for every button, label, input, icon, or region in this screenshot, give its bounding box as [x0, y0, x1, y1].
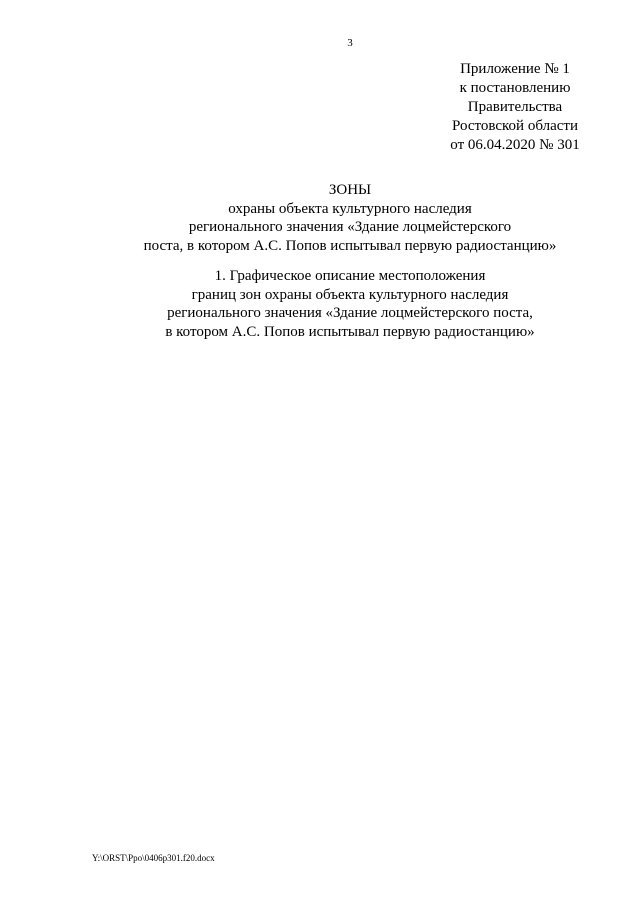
section-line: границ зон охраны объекта культурного наследия [191, 286, 509, 303]
section-line: регионального значения «Здание лоцмейстерского поста, [167, 305, 533, 321]
appendix-line: Ростовской области [452, 118, 578, 134]
page-number: 3 [347, 37, 353, 49]
appendix-line: Приложение № 1 [460, 61, 570, 77]
title-line: поста, в котором А.С. Попов испытывал первую радиостанцию» [143, 237, 557, 254]
appendix-line: к постановлению [459, 80, 571, 96]
appendix-line: от 06.04.2020 № 301 [450, 137, 580, 153]
title-line: охраны объекта культурного наследия [228, 200, 472, 217]
title-heading: ЗОНЫ [328, 182, 372, 198]
section-heading [0, 267, 640, 341]
section-line: в котором А.С. Попов испытывал первую радиостанцию» [165, 323, 535, 340]
footer-file-path: Y:\ORST\Ppo\0406p301.f20.docx [92, 853, 215, 863]
appendix-line: Правительства [467, 99, 563, 115]
appendix-note [380, 60, 640, 155]
document-title [0, 181, 640, 255]
section-line: 1. Графическое описание местоположения [214, 268, 486, 284]
title-line: регионального значения «Здание лоцмейстерского [188, 219, 512, 235]
